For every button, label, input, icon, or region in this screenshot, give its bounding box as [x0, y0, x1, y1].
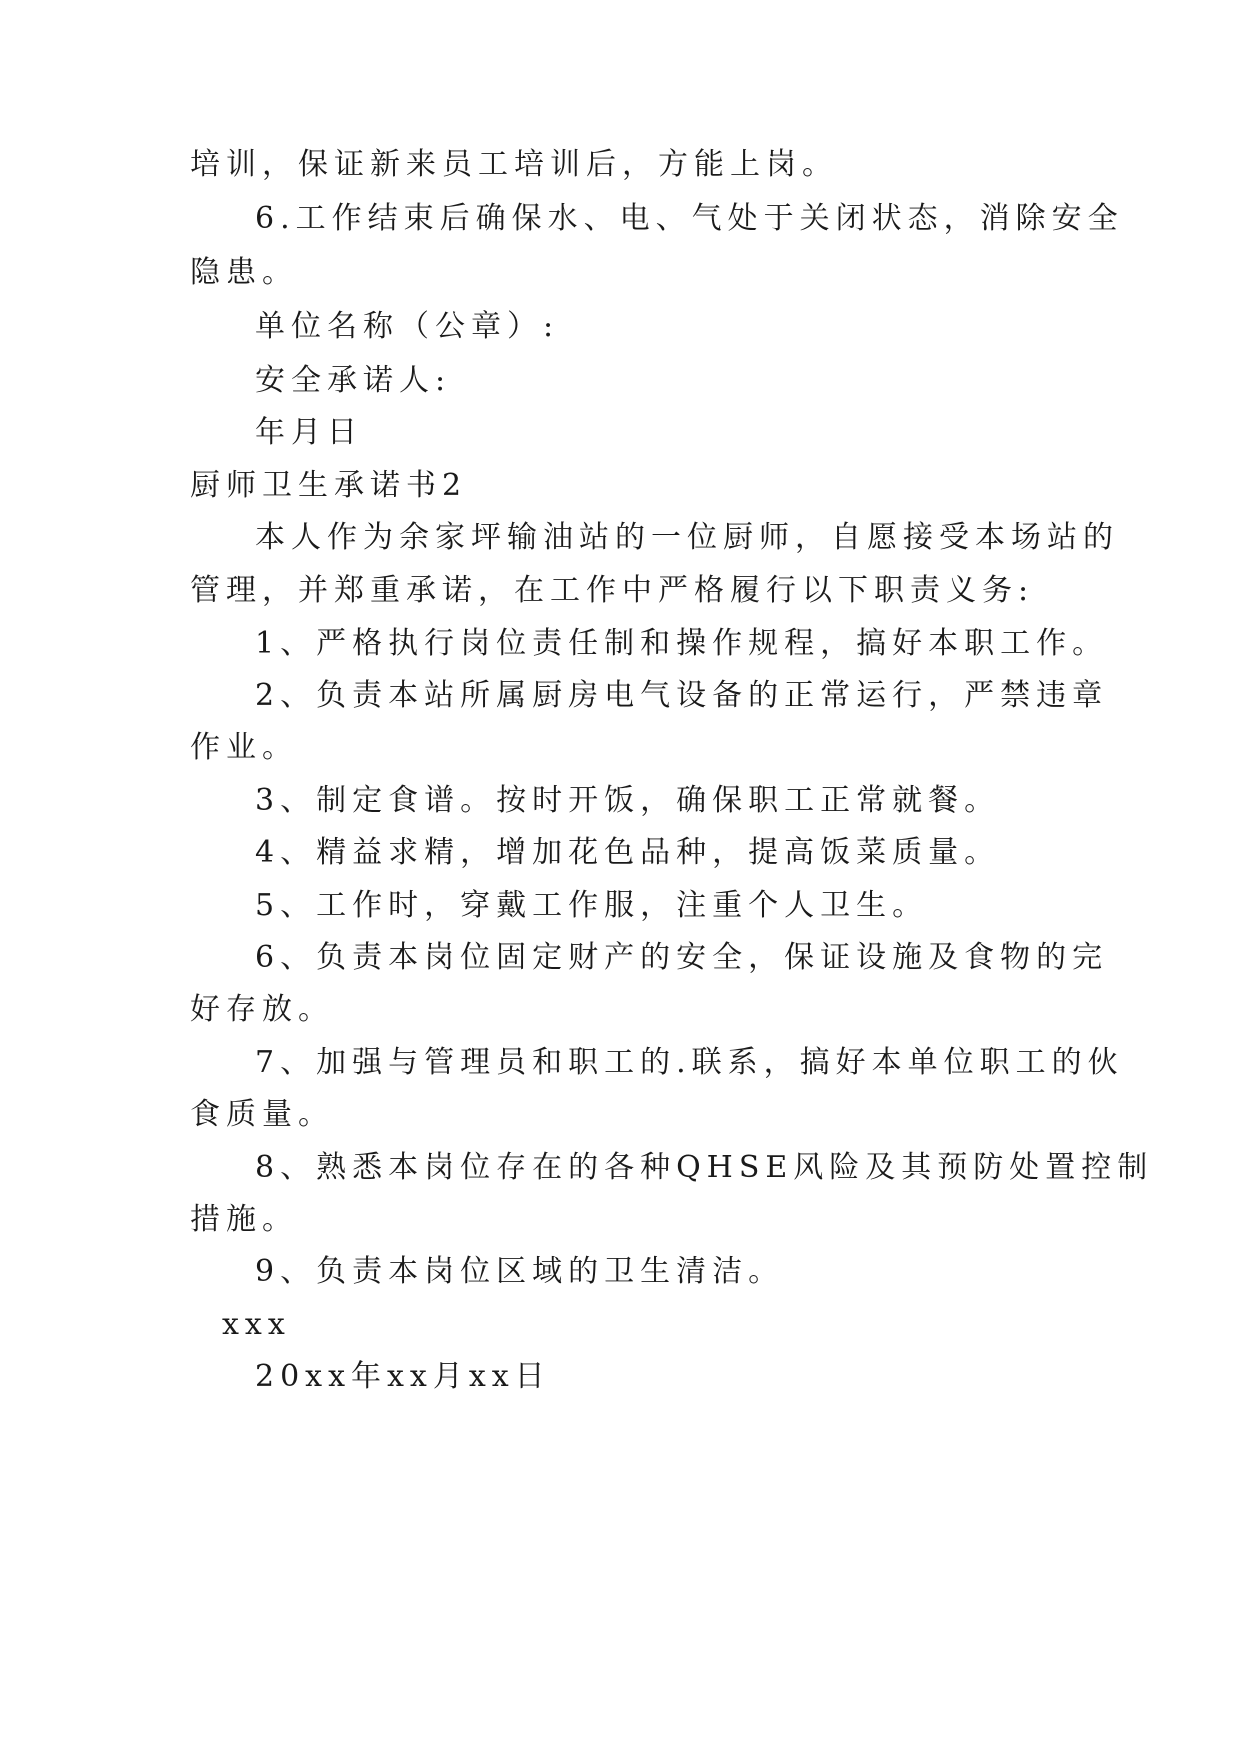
item-5: 5、工作时，穿戴工作服，注重个人卫生。 — [255, 888, 929, 923]
text-line: 培训，保证新来员工培训后，方能上岗。 — [190, 147, 838, 182]
item-8-line-2: 措施。 — [190, 1202, 298, 1237]
date-label: 年月日 — [255, 415, 363, 450]
unit-name-label: 单位名称（公章）: — [255, 309, 560, 344]
promisor-label: 安全承诺人: — [255, 363, 452, 398]
intro-line-1: 本人作为余家坪输油站的一位厨师，自愿接受本场站的 — [255, 520, 1119, 555]
item-7-line-2: 食质量。 — [190, 1097, 334, 1132]
signature-date: 20xx年xx月xx日 — [255, 1359, 551, 1394]
item-2-line-2: 作业。 — [190, 730, 298, 765]
item-1: 1、严格执行岗位责任制和操作规程，搞好本职工作。 — [255, 626, 1109, 661]
item-4: 4、精益求精，增加花色品种，提高饭菜质量。 — [255, 835, 1001, 870]
item-6-line-1: 6、负责本岗位固定财产的安全，保证设施及食物的完 — [255, 940, 1109, 975]
item-6-line-1: 6.工作结束后确保水、电、气处于关闭状态，消除安全 — [255, 201, 1124, 236]
item-7-line-1: 7、加强与管理员和职工的.联系，搞好本单位职工的伙 — [255, 1045, 1124, 1080]
item-3: 3、制定食谱。按时开饭，确保职工正常就餐。 — [255, 783, 1001, 818]
intro-line-2: 管理，并郑重承诺，在工作中严格履行以下职责义务: — [190, 573, 1035, 608]
section-title: 厨师卫生承诺书2 — [190, 468, 468, 503]
item-8-line-1: 8、熟悉本岗位存在的各种QHSE风险及其预防处置控制 — [255, 1150, 1154, 1185]
item-9: 9、负责本岗位区域的卫生清洁。 — [255, 1254, 785, 1289]
item-6-line-2: 隐患。 — [190, 255, 298, 290]
signature-name: xxx — [222, 1307, 291, 1342]
item-6-line-2: 好存放。 — [190, 992, 334, 1027]
item-2-line-1: 2、负责本站所属厨房电气设备的正常运行，严禁违章 — [255, 678, 1109, 713]
